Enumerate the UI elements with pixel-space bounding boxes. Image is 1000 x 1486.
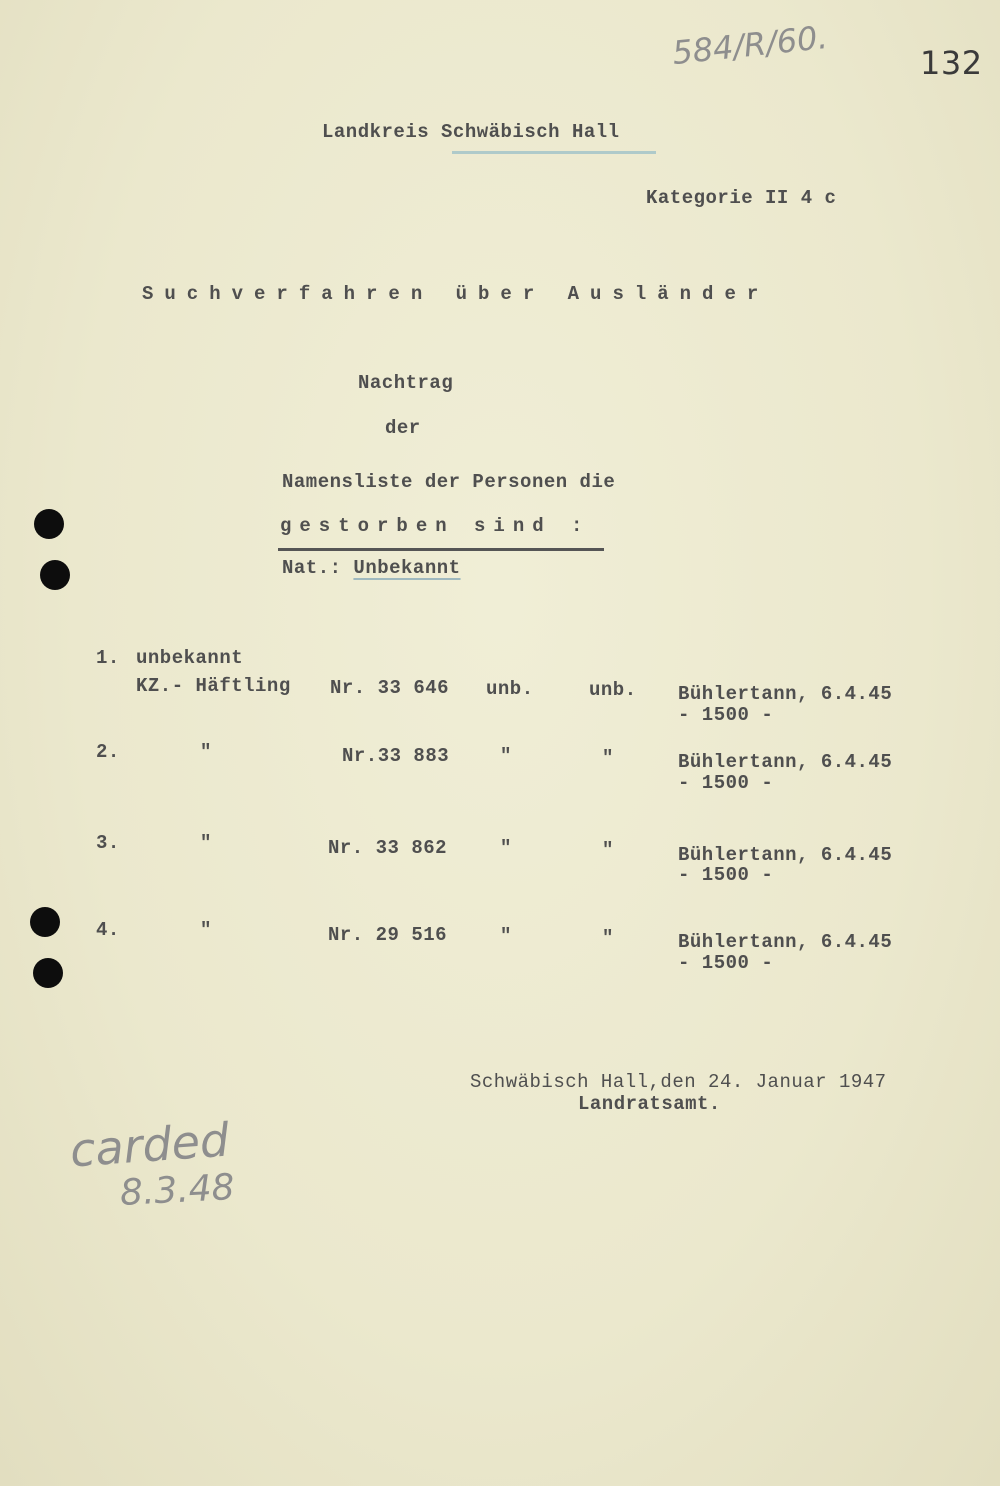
footer-office: Landratsamt.: [578, 1093, 721, 1115]
handwritten-carded-date: 8.3.48: [119, 1167, 236, 1214]
footer-place-date: Schwäbisch Hall,den 24. Januar 1947: [470, 1071, 887, 1093]
district-underline: [452, 151, 656, 154]
entry-column-1: ": [500, 745, 512, 767]
entry-name: unbekannt: [136, 647, 244, 669]
category-label: Kategorie II 4 c: [646, 187, 837, 209]
entry-number: 3.: [96, 832, 120, 854]
entry-time: - 1500 -: [678, 864, 774, 886]
document-title: Suchverfahren über Ausländer: [142, 283, 770, 305]
nationality-line: [282, 557, 461, 579]
handwritten-carded-note: carded: [68, 1112, 231, 1178]
punch-hole-2: [40, 560, 70, 590]
entry-number: 2.: [96, 741, 120, 763]
punch-hole-1: [34, 509, 64, 539]
entry-column-1: ": [500, 925, 512, 947]
subtitle-line-4: gestorben sind :: [280, 515, 591, 537]
entry-status: ": [200, 832, 212, 854]
entry-prisoner-number: Nr. 33 646: [330, 677, 450, 699]
entry-place-date: Bühlertann, 6.4.45: [678, 931, 893, 953]
entry-prisoner-number: Nr. 33 862: [328, 837, 448, 859]
entry-column-1: ": [500, 837, 512, 859]
entry-status: KZ.- Häftling: [136, 675, 291, 697]
entry-column-2: unb.: [589, 679, 637, 701]
entry-status: ": [200, 741, 212, 763]
entry-place-date: Bühlertann, 6.4.45: [678, 844, 893, 866]
entry-column-2: ": [602, 839, 614, 861]
entry-number: 4.: [96, 919, 120, 941]
subtitle-line-2: der: [385, 417, 421, 439]
archive-reference: 584/R/60.: [670, 17, 830, 73]
entry-column-2: ": [602, 927, 614, 949]
district-heading: Landkreis Schwäbisch Hall: [322, 121, 620, 143]
punch-hole-3: [30, 907, 60, 937]
entry-time: - 1500 -: [678, 704, 774, 726]
page-number: 132: [920, 44, 983, 82]
subtitle-rule: [278, 548, 604, 551]
nationality-label: Nat.:: [282, 557, 342, 579]
entry-column-2: ": [602, 747, 614, 769]
entry-prisoner-number: Nr.33 883: [342, 745, 450, 767]
entry-time: - 1500 -: [678, 772, 774, 794]
entry-place-date: Bühlertann, 6.4.45: [678, 683, 893, 705]
entry-column-1: unb.: [486, 678, 534, 700]
entry-number: 1.: [96, 647, 120, 669]
entry-prisoner-number: Nr. 29 516: [328, 924, 448, 946]
subtitle-line-1: Nachtrag: [358, 372, 454, 394]
entry-status: ": [200, 919, 212, 941]
entry-time: - 1500 -: [678, 952, 774, 974]
punch-hole-4: [33, 958, 63, 988]
nationality-value: Unbekannt: [353, 557, 461, 579]
entry-place-date: Bühlertann, 6.4.45: [678, 751, 893, 773]
subtitle-line-3: Namensliste der Personen die: [282, 471, 616, 493]
